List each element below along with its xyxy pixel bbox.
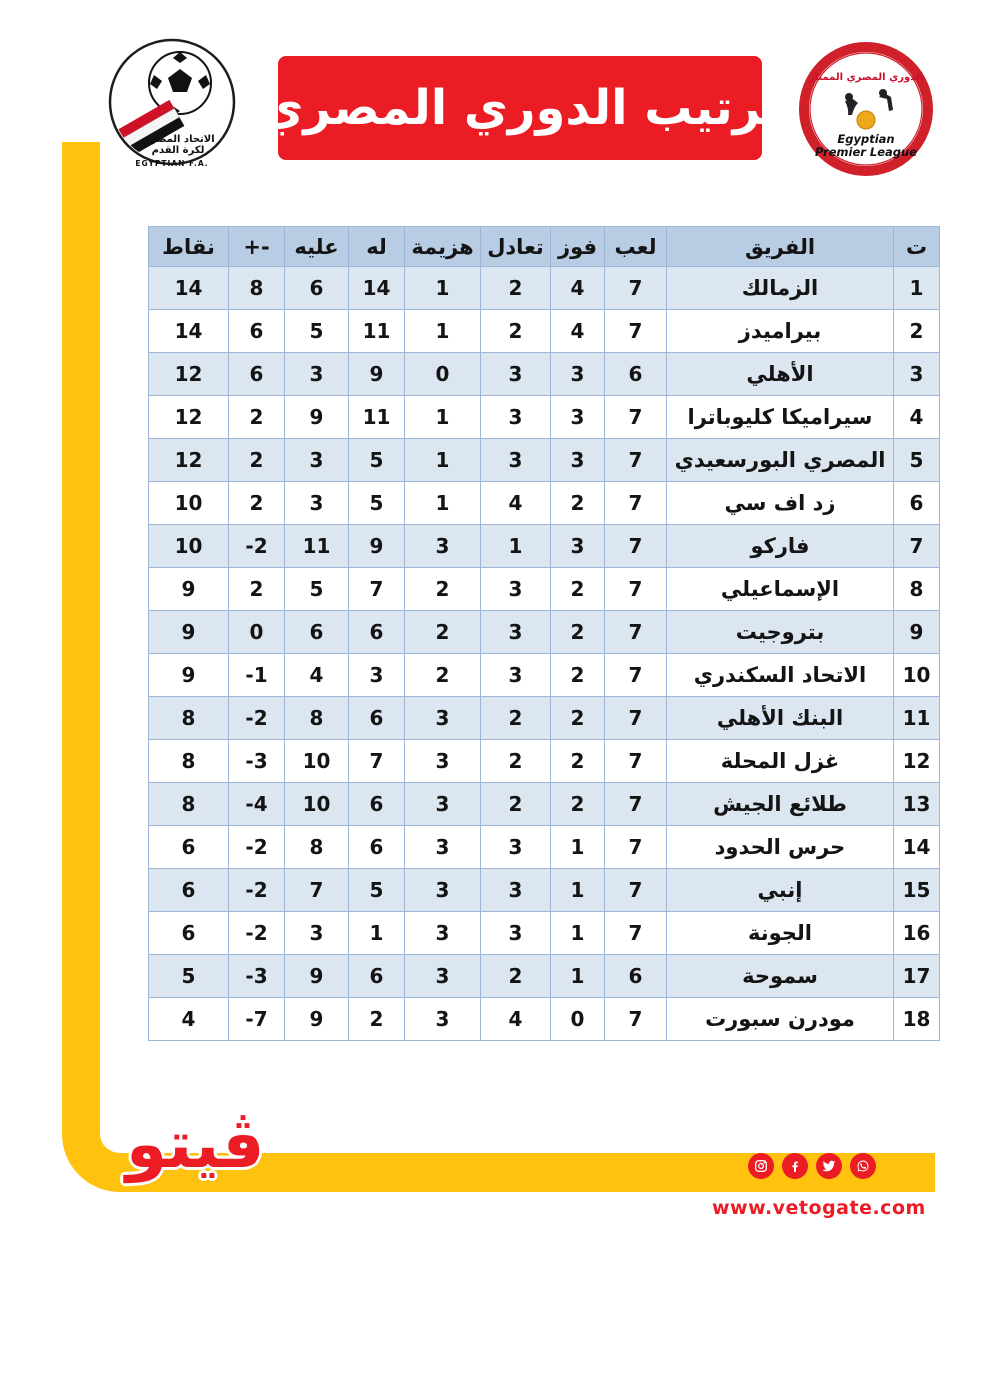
stat-cell-played: 7 <box>605 611 667 654</box>
stat-cell-played: 7 <box>605 267 667 310</box>
rank-cell: 7 <box>894 525 940 568</box>
stat-cell-goals_for: 7 <box>349 740 405 783</box>
column-header-team: الفريق <box>667 227 894 267</box>
stat-cell-points: 10 <box>149 525 229 568</box>
team-name-cell: زد اف سي <box>667 482 894 525</box>
stat-cell-goals_for: 9 <box>349 525 405 568</box>
stat-cell-goals_for: 5 <box>349 869 405 912</box>
stat-cell-drawn: 2 <box>481 697 551 740</box>
team-name-cell: الإسماعيلي <box>667 568 894 611</box>
stat-cell-lost: 3 <box>405 525 481 568</box>
stat-cell-played: 7 <box>605 396 667 439</box>
stat-cell-goal_diff: 2 <box>229 482 285 525</box>
stat-cell-drawn: 3 <box>481 611 551 654</box>
rank-cell: 16 <box>894 912 940 955</box>
stat-cell-points: 9 <box>149 611 229 654</box>
stat-cell-won: 2 <box>551 697 605 740</box>
stat-cell-goals_for: 5 <box>349 439 405 482</box>
table-row <box>149 826 940 869</box>
stat-cell-goal_diff: 2 <box>229 568 285 611</box>
stat-cell-goal_diff: -2 <box>229 826 285 869</box>
stat-cell-points: 12 <box>149 439 229 482</box>
stat-cell-points: 14 <box>149 310 229 353</box>
stat-cell-goal_diff: -2 <box>229 912 285 955</box>
website-url[interactable]: www.vetogate.com <box>712 1197 926 1219</box>
stat-cell-played: 7 <box>605 783 667 826</box>
stat-cell-points: 4 <box>149 998 229 1041</box>
stat-cell-drawn: 1 <box>481 525 551 568</box>
table-row <box>149 439 940 482</box>
column-header-rank: ت <box>894 227 940 267</box>
whatsapp-icon[interactable] <box>850 1153 876 1179</box>
stat-cell-goal_diff: -3 <box>229 740 285 783</box>
stat-cell-played: 7 <box>605 482 667 525</box>
stat-cell-goals_against: 3 <box>285 353 349 396</box>
stat-cell-lost: 1 <box>405 482 481 525</box>
stat-cell-goal_diff: -1 <box>229 654 285 697</box>
stat-cell-drawn: 3 <box>481 353 551 396</box>
stat-cell-goals_against: 5 <box>285 568 349 611</box>
column-header-drawn: تعادل <box>481 227 551 267</box>
stat-cell-goals_against: 6 <box>285 611 349 654</box>
stat-cell-lost: 2 <box>405 611 481 654</box>
stat-cell-goals_for: 7 <box>349 568 405 611</box>
team-name-cell: غزل المحلة <box>667 740 894 783</box>
epl-logo <box>797 40 935 182</box>
stat-cell-goal_diff: -4 <box>229 783 285 826</box>
team-name-cell: الزمالك <box>667 267 894 310</box>
stat-cell-goals_for: 3 <box>349 654 405 697</box>
stat-cell-won: 4 <box>551 267 605 310</box>
table-row <box>149 353 940 396</box>
stat-cell-won: 4 <box>551 310 605 353</box>
stat-cell-goals_for: 6 <box>349 697 405 740</box>
stat-cell-goal_diff: -7 <box>229 998 285 1041</box>
stat-cell-goal_diff: 6 <box>229 353 285 396</box>
stat-cell-goals_against: 10 <box>285 783 349 826</box>
column-header-lost: هزيمة <box>405 227 481 267</box>
rank-cell: 13 <box>894 783 940 826</box>
stat-cell-goal_diff: 2 <box>229 396 285 439</box>
column-header-goals_against: عليه <box>285 227 349 267</box>
stat-cell-played: 7 <box>605 912 667 955</box>
standings-table <box>148 226 940 1041</box>
stat-cell-points: 5 <box>149 955 229 998</box>
stat-cell-won: 2 <box>551 740 605 783</box>
rank-cell: 8 <box>894 568 940 611</box>
column-header-won: فوز <box>551 227 605 267</box>
stat-cell-won: 1 <box>551 826 605 869</box>
stat-cell-drawn: 3 <box>481 396 551 439</box>
stat-cell-drawn: 2 <box>481 310 551 353</box>
stat-cell-won: 2 <box>551 783 605 826</box>
stat-cell-lost: 3 <box>405 826 481 869</box>
stat-cell-points: 9 <box>149 654 229 697</box>
stat-cell-goals_against: 9 <box>285 396 349 439</box>
stat-cell-won: 3 <box>551 525 605 568</box>
stat-cell-goals_against: 6 <box>285 267 349 310</box>
efa-english-name: EGYPTIAN F.A. <box>135 159 209 168</box>
stat-cell-drawn: 3 <box>481 568 551 611</box>
team-name-cell: سيراميكا كليوباترا <box>667 396 894 439</box>
stat-cell-won: 2 <box>551 568 605 611</box>
stat-cell-won: 3 <box>551 396 605 439</box>
social-icons-row <box>748 1153 876 1179</box>
stat-cell-lost: 3 <box>405 740 481 783</box>
team-name-cell: حرس الحدود <box>667 826 894 869</box>
stat-cell-won: 1 <box>551 955 605 998</box>
stat-cell-goals_for: 6 <box>349 826 405 869</box>
stat-cell-points: 8 <box>149 697 229 740</box>
stat-cell-won: 3 <box>551 353 605 396</box>
rank-cell: 17 <box>894 955 940 998</box>
rank-cell: 2 <box>894 310 940 353</box>
stat-cell-drawn: 2 <box>481 267 551 310</box>
stat-cell-lost: 1 <box>405 396 481 439</box>
efa-logo <box>106 26 238 182</box>
team-name-cell: الاتحاد السكندري <box>667 654 894 697</box>
table-row <box>149 310 940 353</box>
stat-cell-points: 6 <box>149 912 229 955</box>
column-header-played: لعب <box>605 227 667 267</box>
stat-cell-drawn: 3 <box>481 826 551 869</box>
stat-cell-goal_diff: 2 <box>229 439 285 482</box>
rank-cell: 10 <box>894 654 940 697</box>
stat-cell-goals_against: 10 <box>285 740 349 783</box>
instagram-icon[interactable] <box>748 1153 774 1179</box>
stat-cell-drawn: 2 <box>481 783 551 826</box>
stat-cell-goal_diff: 0 <box>229 611 285 654</box>
stat-cell-played: 7 <box>605 310 667 353</box>
team-name-cell: طلائع الجيش <box>667 783 894 826</box>
stat-cell-goal_diff: 8 <box>229 267 285 310</box>
stat-cell-points: 14 <box>149 267 229 310</box>
rank-cell: 11 <box>894 697 940 740</box>
stat-cell-points: 9 <box>149 568 229 611</box>
table-header-row <box>149 227 940 267</box>
table-row <box>149 869 940 912</box>
efa-arabic-line1: الاتحاد المصري <box>141 134 215 145</box>
stat-cell-goals_against: 9 <box>285 955 349 998</box>
epl-logo-graphic <box>797 40 935 178</box>
stat-cell-points: 6 <box>149 869 229 912</box>
efa-logo-graphic <box>106 26 238 178</box>
stat-cell-lost: 3 <box>405 912 481 955</box>
table-row <box>149 267 940 310</box>
team-name-cell: البنك الأهلي <box>667 697 894 740</box>
stat-cell-played: 7 <box>605 998 667 1041</box>
stat-cell-drawn: 4 <box>481 998 551 1041</box>
stat-cell-goal_diff: 6 <box>229 310 285 353</box>
stat-cell-goals_for: 6 <box>349 611 405 654</box>
stat-cell-lost: 3 <box>405 697 481 740</box>
stat-cell-goals_against: 3 <box>285 912 349 955</box>
stat-cell-drawn: 3 <box>481 654 551 697</box>
stat-cell-won: 1 <box>551 912 605 955</box>
stat-cell-drawn: 2 <box>481 955 551 998</box>
table-row <box>149 697 940 740</box>
stat-cell-goals_against: 9 <box>285 998 349 1041</box>
stat-cell-lost: 3 <box>405 869 481 912</box>
stat-cell-lost: 3 <box>405 783 481 826</box>
team-name-cell: المصري البورسعيدي <box>667 439 894 482</box>
soccer-ball-icon <box>149 52 211 114</box>
stat-cell-drawn: 4 <box>481 482 551 525</box>
stat-cell-goals_against: 3 <box>285 482 349 525</box>
stat-cell-drawn: 3 <box>481 439 551 482</box>
stat-cell-played: 7 <box>605 740 667 783</box>
stat-cell-goals_against: 3 <box>285 439 349 482</box>
stat-cell-won: 1 <box>551 869 605 912</box>
stat-cell-goals_for: 2 <box>349 998 405 1041</box>
stat-cell-goal_diff: -2 <box>229 697 285 740</box>
team-name-cell: سموحة <box>667 955 894 998</box>
table-row <box>149 611 940 654</box>
team-name-cell: مودرن سبورت <box>667 998 894 1041</box>
stat-cell-goals_against: 5 <box>285 310 349 353</box>
rank-cell: 18 <box>894 998 940 1041</box>
table-row <box>149 783 940 826</box>
stat-cell-goals_for: 14 <box>349 267 405 310</box>
stat-cell-goals_for: 9 <box>349 353 405 396</box>
stat-cell-played: 7 <box>605 869 667 912</box>
stat-cell-lost: 1 <box>405 267 481 310</box>
stat-cell-played: 6 <box>605 353 667 396</box>
stat-cell-goals_for: 11 <box>349 396 405 439</box>
stat-cell-lost: 2 <box>405 654 481 697</box>
rank-cell: 6 <box>894 482 940 525</box>
stat-cell-goals_against: 4 <box>285 654 349 697</box>
stat-cell-goals_against: 8 <box>285 826 349 869</box>
table-row <box>149 998 940 1041</box>
rank-cell: 12 <box>894 740 940 783</box>
stat-cell-points: 8 <box>149 783 229 826</box>
table-row <box>149 912 940 955</box>
stat-cell-points: 6 <box>149 826 229 869</box>
team-name-cell: بتروجيت <box>667 611 894 654</box>
stat-cell-goals_for: 6 <box>349 783 405 826</box>
stat-cell-points: 10 <box>149 482 229 525</box>
stat-cell-goals_against: 7 <box>285 869 349 912</box>
stat-cell-goal_diff: -2 <box>229 525 285 568</box>
efa-arabic-line2: لكرة القدم <box>151 145 205 156</box>
stat-cell-won: 2 <box>551 482 605 525</box>
stat-cell-lost: 1 <box>405 310 481 353</box>
stat-cell-played: 7 <box>605 568 667 611</box>
rank-cell: 1 <box>894 267 940 310</box>
rank-cell: 4 <box>894 396 940 439</box>
stat-cell-won: 2 <box>551 611 605 654</box>
stat-cell-played: 7 <box>605 654 667 697</box>
stat-cell-won: 2 <box>551 654 605 697</box>
stat-cell-points: 12 <box>149 396 229 439</box>
golden-ball-icon <box>857 111 875 129</box>
stat-cell-goals_for: 5 <box>349 482 405 525</box>
stat-cell-won: 3 <box>551 439 605 482</box>
stat-cell-goals_for: 6 <box>349 955 405 998</box>
facebook-icon[interactable] <box>782 1153 808 1179</box>
epl-english-line2: Premier League <box>814 145 918 159</box>
stat-cell-goal_diff: -3 <box>229 955 285 998</box>
stat-cell-drawn: 3 <box>481 869 551 912</box>
rank-cell: 15 <box>894 869 940 912</box>
title-banner <box>259 56 781 160</box>
rank-cell: 3 <box>894 353 940 396</box>
rank-cell: 9 <box>894 611 940 654</box>
rank-cell: 14 <box>894 826 940 869</box>
stat-cell-lost: 3 <box>405 955 481 998</box>
stat-cell-lost: 3 <box>405 998 481 1041</box>
stat-cell-goal_diff: -2 <box>229 869 285 912</box>
veto-logo: ڤيتو <box>126 1106 265 1183</box>
table-row <box>149 955 940 998</box>
stat-cell-played: 7 <box>605 439 667 482</box>
column-header-goal_diff: +- <box>229 227 285 267</box>
stat-cell-won: 0 <box>551 998 605 1041</box>
stat-cell-played: 7 <box>605 525 667 568</box>
stat-cell-goals_against: 8 <box>285 697 349 740</box>
table-row <box>149 525 940 568</box>
twitter-icon[interactable] <box>816 1153 842 1179</box>
column-header-goals_for: له <box>349 227 405 267</box>
team-name-cell: الأهلي <box>667 353 894 396</box>
table-row <box>149 396 940 439</box>
table-row <box>149 740 940 783</box>
stat-cell-lost: 1 <box>405 439 481 482</box>
rank-cell: 5 <box>894 439 940 482</box>
table-row <box>149 482 940 525</box>
team-name-cell: إنبي <box>667 869 894 912</box>
stat-cell-goals_against: 11 <box>285 525 349 568</box>
stat-cell-played: 7 <box>605 697 667 740</box>
stat-cell-points: 12 <box>149 353 229 396</box>
stat-cell-drawn: 3 <box>481 912 551 955</box>
stat-cell-lost: 2 <box>405 568 481 611</box>
team-name-cell: الجونة <box>667 912 894 955</box>
stat-cell-goals_for: 1 <box>349 912 405 955</box>
table-row <box>149 654 940 697</box>
epl-arabic-name: الدوري المصري الممتاز <box>808 72 924 83</box>
column-header-points: نقاط <box>149 227 229 267</box>
team-name-cell: بيراميدز <box>667 310 894 353</box>
stat-cell-played: 6 <box>605 955 667 998</box>
stat-cell-lost: 0 <box>405 353 481 396</box>
team-name-cell: فاركو <box>667 525 894 568</box>
table-row <box>149 568 940 611</box>
stat-cell-played: 7 <box>605 826 667 869</box>
epl-english-line1: Egyptian <box>837 132 895 146</box>
stat-cell-goals_for: 11 <box>349 310 405 353</box>
page-title: ترتيب الدوري المصري <box>259 80 781 136</box>
stat-cell-drawn: 2 <box>481 740 551 783</box>
stat-cell-points: 8 <box>149 740 229 783</box>
